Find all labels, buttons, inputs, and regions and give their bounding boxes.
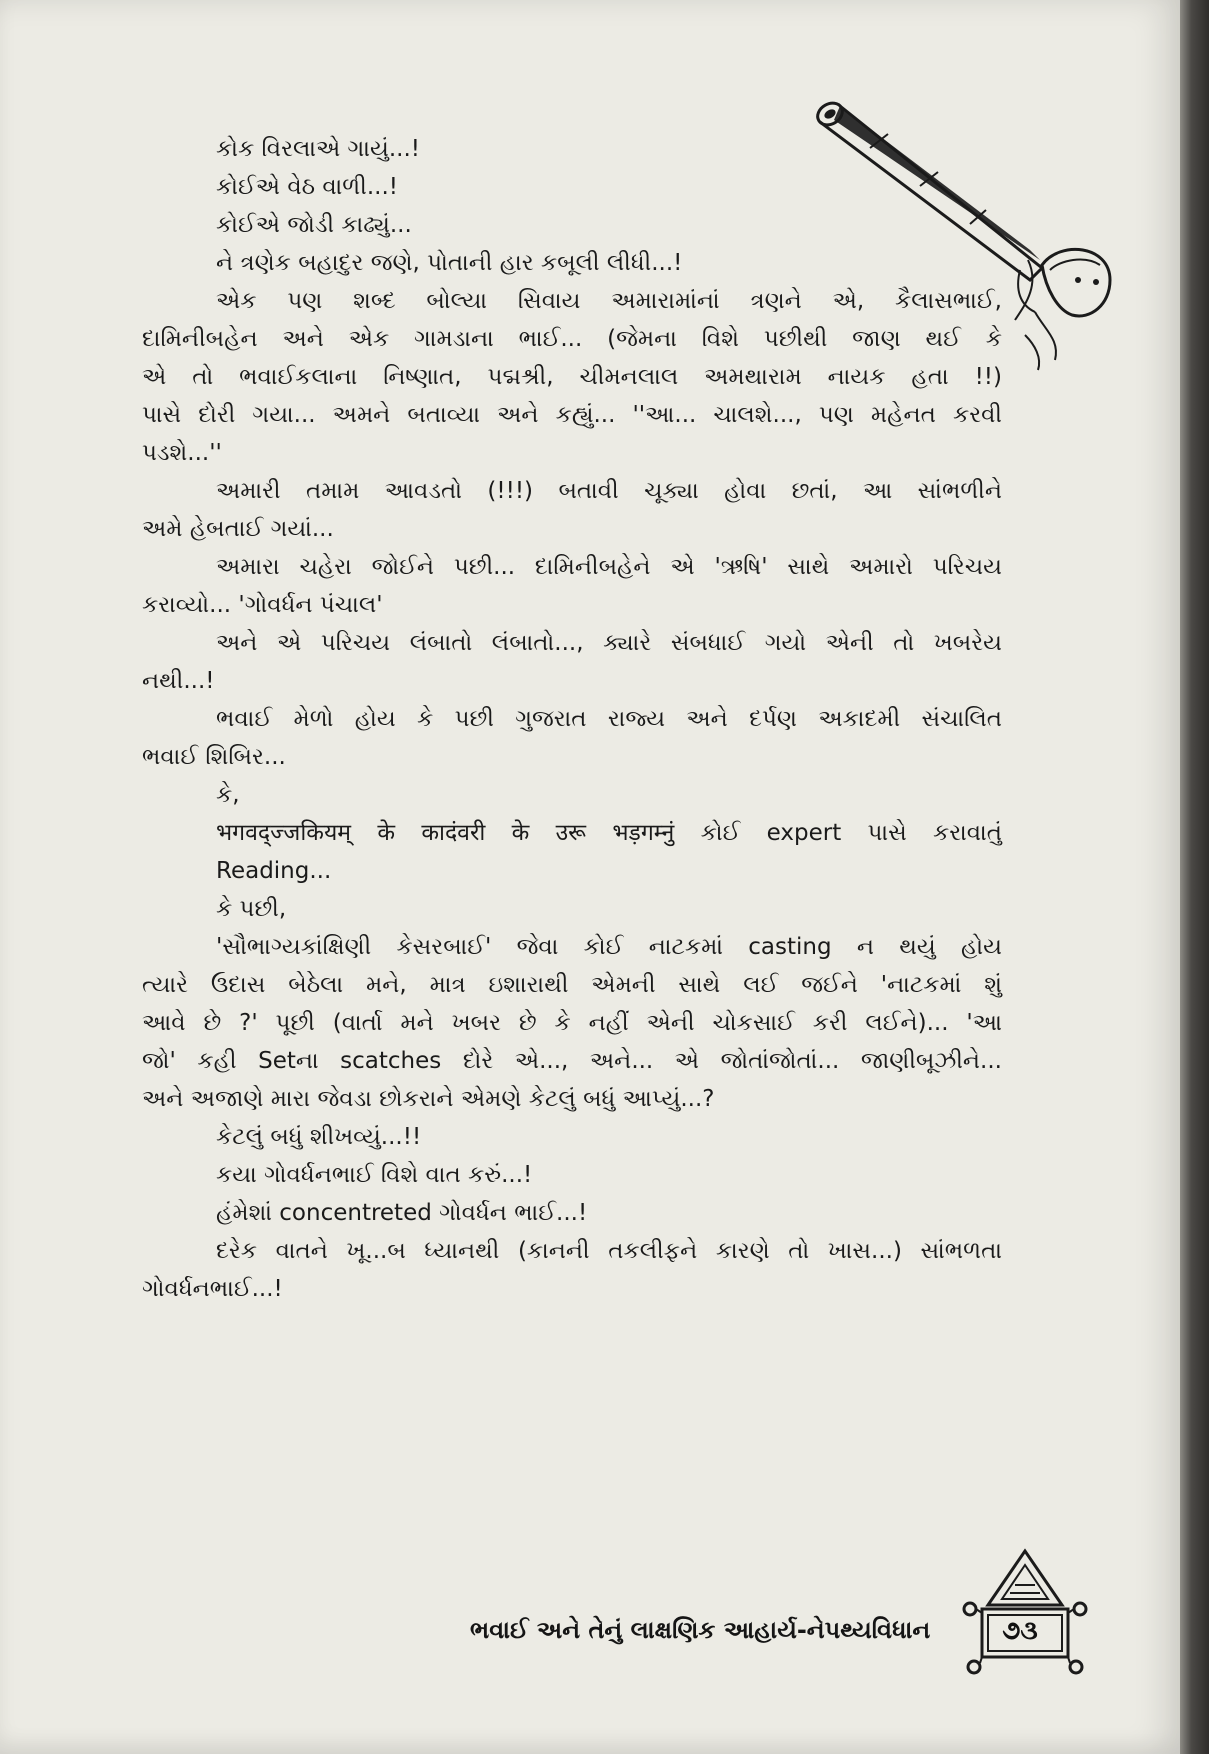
text-line: અમારા ચહેરા જોઈને પછી... દામિનીબહેને એ 'ઋષિ' સાથે અમારો પરિચય	[216, 554, 1002, 580]
running-footer	[440, 1598, 1080, 1658]
text-line: પાસે દોરી ગયા... અમને બતાવ્યા અને કહ્યું... ''આ... ચાલશે..., પણ મહેનત કરવી	[142, 402, 1002, 428]
text-line: ભવાઈ શિબિર...	[142, 744, 286, 770]
text-line: ને ત્રણેક બહાદુર જણે, પોતાની હાર કબૂલી લીધી...!	[216, 250, 683, 276]
body-text	[142, 130, 1002, 1308]
text-line: કરાવ્યો... 'ગોવર્ધન પંચાલ'	[142, 592, 383, 618]
page-edge-shadow	[1180, 0, 1209, 1754]
text-line: દરેક વાતને ખૂ...બ ધ્યાનથી (કાનની તકલીફને કારણે તો ખાસ...) સાંભળતા	[216, 1238, 1002, 1264]
text-line: ત્યારે ઉદાસ બેઠેલા મને, માત્ર ઇશારાથી એમની સાથે લઈ જઈને 'નાટકમાં શું	[142, 972, 1002, 998]
text-line: ગોવર્ધનભાઈ...!	[142, 1276, 283, 1302]
text-line: કોક વિરલાએ ગાયું...!	[216, 136, 420, 162]
text-line: 'સૌભાગ્યકાંક્ષિણી કેસરબાઈ' જેવા કોઈ નાટકમાં casting ન થયું હોય	[216, 934, 1002, 960]
frame-roof	[988, 1551, 1062, 1605]
page-number: ૭૩	[1002, 1616, 1038, 1646]
text-line: અને એ પરિચય લંબાતો લંબાતો..., ક્યારે સંબધાઈ ગયો એની તો ખબરેય	[216, 630, 1002, 656]
text-line: કેટલું બધું શીખવ્યું...!!	[216, 1124, 422, 1150]
text-line: કોઈએ વેઠ વાળી...!	[216, 174, 398, 200]
footer-title: ભવાઈ અને તેનું લાક્ષણિક આહાર્ય-નેપથ્યવિધાન	[470, 1616, 931, 1644]
text-line: જો' કહી Setના scatches દોરે એ..., અને... એ જોતાંજોતાં... જાણીબૂઝીને...	[142, 1048, 1002, 1074]
text-line: Reading...	[216, 858, 332, 884]
text-line: દામિનીબહેન અને એક ગામડાના ભાઈ... (જેમના વિશે પછીથી જાણ થઈ કે	[142, 326, 1002, 352]
text-line: ભવાઈ મેળો હોય કે પછી ગુજરાત રાજ્ય અને દર્પણ અકાદમી સંચાલિત	[216, 706, 1002, 732]
text-line: અને અજાણે મારા જેવડા છોકરાને એમણે કેટલું બધું આપ્યું...?	[142, 1086, 715, 1112]
text-line: એ તો ભવાઈકલાના નિષ્ણાત, પદ્મશ્રી, ચીમનલાલ અમથારામ નાયક હતા !!)	[142, 364, 1002, 390]
text-line: કે,	[216, 782, 240, 808]
text-line: નથી...!	[142, 668, 215, 694]
text-line: હંમેશાં concentreted ગોવર્ધન ભાઈ...!	[216, 1200, 588, 1226]
text-line: भगवद्ज्जकियम् के कादंवरी के उरू भड़गम्नुं કોઈ expert પાસે કરાવાતું	[216, 820, 1002, 846]
text-line: અમે હેબતાઈ ગયાં...	[142, 516, 334, 542]
text-line: અમારી તમામ આવડતો (!!!) બતાવી ચૂક્યા હોવા છતાં, આ સાંભળીને	[216, 478, 1002, 504]
text-line: એક પણ શબ્દ બોલ્યા સિવાય અમારામાંનાં ત્રણને એ, કૈલાસભાઈ,	[216, 288, 1002, 314]
text-line: કે પછી,	[216, 896, 287, 922]
text-line: પડશે...''	[142, 440, 222, 466]
text-line: આવે છે ?' પૂછી (વાર્તા મને ખબર છે કે નહીં એની ચોકસાઈ કરી લઈને)... 'આ	[142, 1010, 1002, 1036]
musician-hand	[1015, 260, 1035, 320]
text-line: કયા ગોવર્ધનભાઈ વિશે વાત કરું...!	[216, 1162, 533, 1188]
text-line: કોઈએ જોડી કાઢ્યું...	[216, 212, 412, 238]
